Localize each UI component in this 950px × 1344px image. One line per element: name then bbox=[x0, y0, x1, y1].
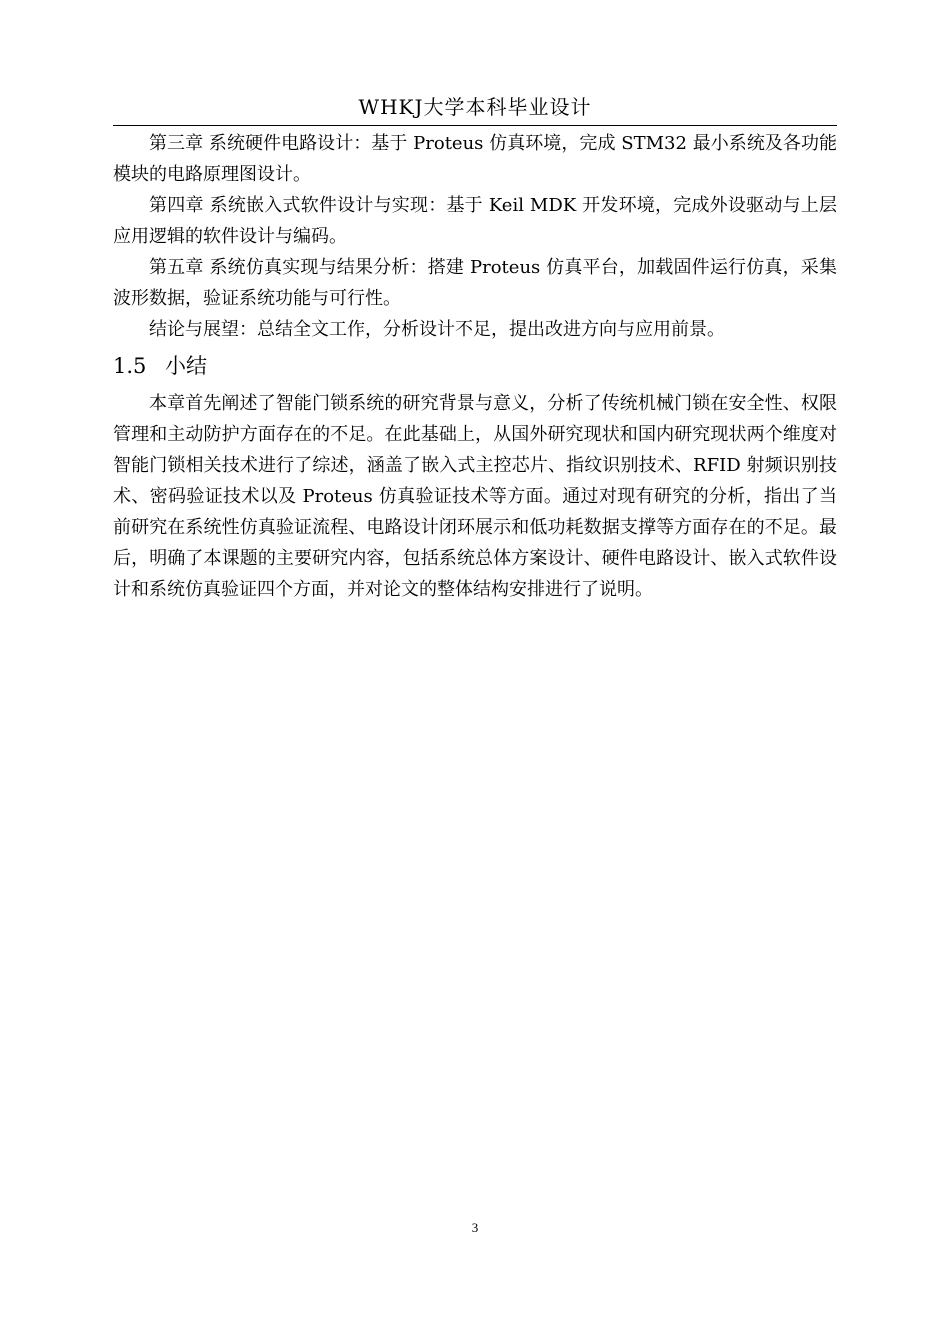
page-body bbox=[113, 128, 837, 605]
header-rule bbox=[113, 125, 837, 126]
section-title: 小结 bbox=[165, 354, 207, 378]
chapter-four-paragraph: 第四章 系统嵌入式软件设计与实现：基于 Keil MDK 开发环境，完成外设驱动与上层应用逻辑的软件设计与编码。 bbox=[113, 195, 837, 247]
summary-paragraph: 本章首先阐述了智能门锁系统的研究背景与意义，分析了传统机械门锁在安全性、权限管理和主动防护方面存在的不足。在此基础上，从国外研究现状和国内研究现状两个维度对智能门锁相关技术进行了综述，涵盖了嵌入式主控芯片、指纹识别技术、RFID 射频识别技术、密码验证技术以及 Proteus 仿真验证技术等方面。通过对现有研究的分析，指出了当前研究在系统性仿真验证流程、电路设计闭环展示和低功耗数据支撑等方面存在的不足。最后，明确了本课题的主要研究内容，包括系统总体方案设计、硬件电路设计、嵌入式软件设计和系统仿真验证四个方面，并对论文的整体结构安排进行了说明。 bbox=[113, 393, 837, 600]
section-heading bbox=[113, 350, 837, 382]
page-number: 3 bbox=[471, 1220, 479, 1235]
section-number: 1.5 bbox=[113, 354, 147, 378]
conclusion-paragraph: 结论与展望：总结全文工作，分析设计不足，提出改进方向与应用前景。 bbox=[149, 319, 725, 340]
chapter-five-paragraph: 第五章 系统仿真实现与结果分析：搭建 Proteus 仿真平台，加载固件运行仿真，采集波形数据，验证系统功能与可行性。 bbox=[113, 257, 837, 309]
chapter-three-paragraph: 第三章 系统硬件电路设计：基于 Proteus 仿真环境，完成 STM32 最小系统及各功能模块的电路原理图设计。 bbox=[113, 133, 837, 185]
running-header: WHKJ大学本科毕业设计 bbox=[358, 95, 592, 119]
